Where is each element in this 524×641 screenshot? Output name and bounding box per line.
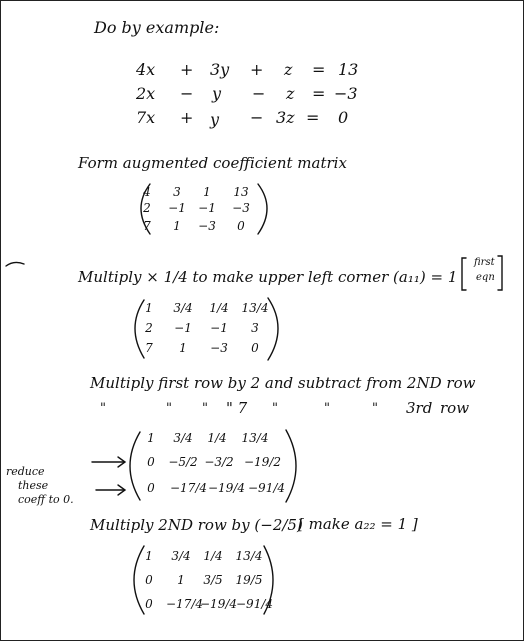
right-paren <box>268 298 278 360</box>
right-paren <box>264 546 273 614</box>
eq-term: 4x <box>136 60 156 79</box>
eq-term: 7x <box>136 108 156 127</box>
right-paren <box>258 184 267 234</box>
matrix-cell: 13/4 <box>235 549 263 563</box>
matrix-cell: 3/5 <box>203 573 223 587</box>
step-4-note: [ make a₂₂ = 1 ] <box>298 515 418 533</box>
matrix-cell: 13/4 <box>241 431 269 445</box>
step-2-note-line-1: first <box>474 257 495 268</box>
matrix-cell: 0 <box>145 573 153 587</box>
right-paren <box>286 430 296 502</box>
step-2-heading: Multiply × 1/4 to make upper left corner (a₁₁) = 1 <box>78 268 458 286</box>
matrix-cell: −19/2 <box>244 455 282 469</box>
matrix-cell: −17/4 <box>166 597 204 611</box>
eq-operator: − <box>180 84 194 103</box>
matrix-cell: 0 <box>147 455 155 469</box>
matrix-cell: 13 <box>233 185 249 199</box>
multiplier: " 7 <box>226 399 248 417</box>
matrix-cell: −1 <box>210 321 228 335</box>
matrix-cell: 0 <box>251 341 259 355</box>
eq-term: y <box>212 84 222 103</box>
stray-pen-mark <box>6 262 24 266</box>
side-note-line-1: reduce <box>6 465 45 478</box>
right-bracket <box>498 256 502 290</box>
matrix-cell: −19/4 <box>200 597 238 611</box>
matrix-cell: 0 <box>145 597 153 611</box>
eq-term: 3z <box>276 108 295 127</box>
matrix-cell: 0 <box>147 481 155 495</box>
row-ordinal: 3rd <box>406 399 433 417</box>
matrix-cell: 7 <box>145 341 153 355</box>
left-paren <box>141 184 150 234</box>
matrix-cell: −17/4 <box>170 481 208 495</box>
matrix-cell: −1 <box>198 201 216 215</box>
matrix-cell: 3/4 <box>171 549 191 563</box>
eq-constant: 13 <box>338 60 359 79</box>
matrix-cell: −19/4 <box>208 481 246 495</box>
eq-operator: + <box>250 60 264 79</box>
matrix-cell: 2 <box>143 201 151 215</box>
matrix-cell: −1 <box>174 321 192 335</box>
matrix-cell: 1 <box>203 185 211 199</box>
eq-equals: = <box>312 60 326 79</box>
ditto-mark: " <box>100 401 106 416</box>
eq-term: y <box>210 110 220 129</box>
left-paren <box>130 432 140 500</box>
matrix-cell: 4 <box>143 185 151 199</box>
matrix-cell: −3 <box>210 341 228 355</box>
matrix-cell: −1 <box>168 201 186 215</box>
ditto-mark: " <box>202 401 208 416</box>
eq-term: z <box>286 84 295 103</box>
ditto-mark: " <box>372 401 378 416</box>
matrix-cell: 0 <box>237 219 245 233</box>
eq-constant: −3 <box>334 84 358 103</box>
ditto-mark: " <box>324 401 330 416</box>
eq-equals: = <box>312 84 326 103</box>
left-paren <box>135 300 144 358</box>
matrix-cell: 1 <box>145 301 153 315</box>
eq-term: 2x <box>136 84 156 103</box>
matrix-cell: −5/2 <box>168 455 198 469</box>
eq-constant: 0 <box>338 108 349 127</box>
side-note-line-2: these <box>18 479 49 492</box>
page-title: Do by example: <box>94 18 220 37</box>
ditto-mark: " <box>166 401 172 416</box>
step-3-line-1: Multiply first row by 2 and subtract from 2ND row <box>90 374 476 392</box>
matrix-cell: 1/4 <box>207 431 227 445</box>
matrix-cell: 3/4 <box>173 301 193 315</box>
matrix-cell: 2 <box>145 321 153 335</box>
eq-operator: − <box>252 84 266 103</box>
left-bracket <box>462 258 466 290</box>
matrix-cell: 13/4 <box>241 301 269 315</box>
matrix-cell: −3 <box>232 201 250 215</box>
row-word: row <box>440 399 470 417</box>
matrix-cell: 7 <box>143 219 151 233</box>
step-4-heading: Multiply 2ND row by (−2/5) <box>90 516 303 534</box>
eq-equals: = <box>306 108 320 127</box>
matrix-cell: −91/4 <box>248 481 286 495</box>
ditto-mark: " <box>272 401 278 416</box>
matrix-cell: −91/4 <box>236 597 274 611</box>
matrix-cell: 19/5 <box>235 573 263 587</box>
eq-operator: + <box>180 60 194 79</box>
eq-operator: + <box>180 108 194 127</box>
step-1-heading: Form augmented coefficient matrix <box>78 154 347 172</box>
matrix-cell: 3 <box>173 185 181 199</box>
eq-operator: − <box>250 108 264 127</box>
step-2-note-line-2: eqn <box>476 272 495 283</box>
eq-term: 3y <box>210 60 230 79</box>
side-note-line-3: coeff to 0. <box>18 493 74 506</box>
matrix-cell: 3 <box>251 321 259 335</box>
matrix-cell: 1 <box>173 219 181 233</box>
matrix-cell: −3/2 <box>204 455 234 469</box>
matrix-cell: 1 <box>145 549 153 563</box>
left-paren <box>134 546 144 614</box>
matrix-cell: 1 <box>177 573 185 587</box>
eq-term: z <box>284 60 293 79</box>
matrix-cell: 1 <box>179 341 187 355</box>
matrix-cell: 1 <box>147 431 155 445</box>
matrix-cell: −3 <box>198 219 216 233</box>
matrix-cell: 3/4 <box>173 431 193 445</box>
matrix-cell: 1/4 <box>209 301 229 315</box>
matrix-cell: 1/4 <box>203 549 223 563</box>
